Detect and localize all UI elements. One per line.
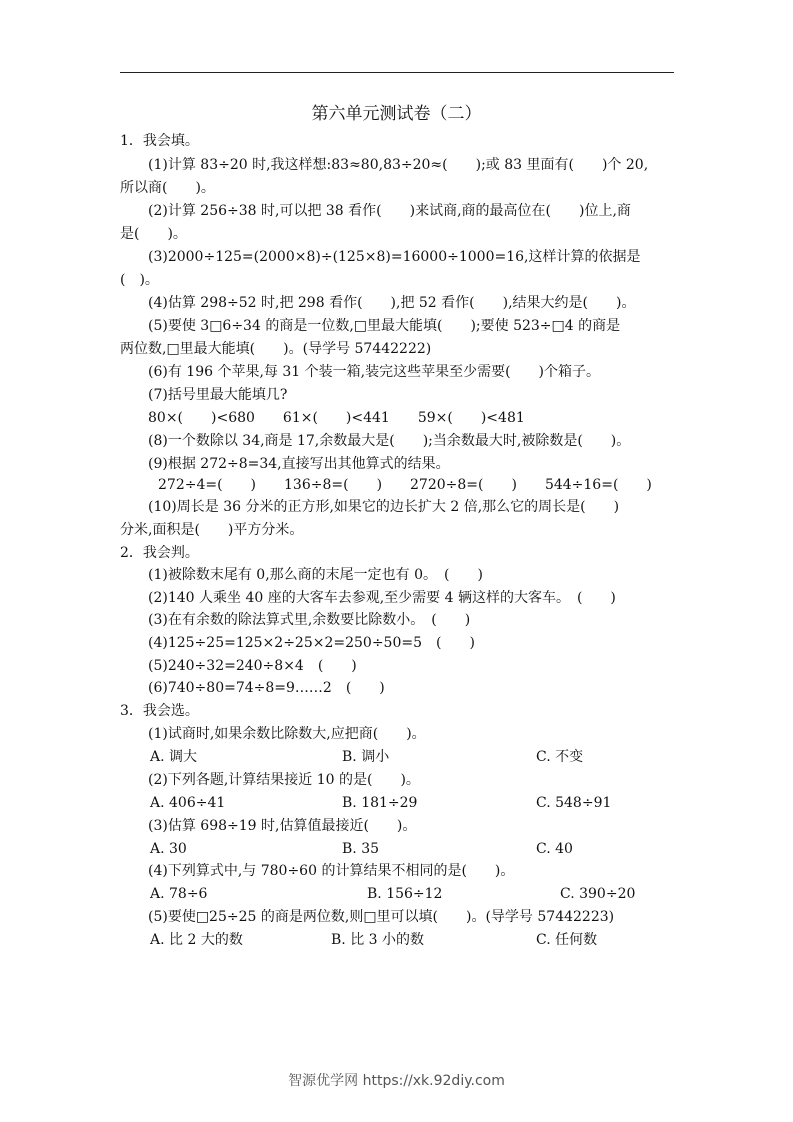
- question-1-5: (5)要使 3□6÷34 的商是一位数,□里最大能填( );要使 523÷□4 的商是: [148, 318, 621, 334]
- question-1-1: (1)计算 83÷20 时,我这样想:83≈80,83÷20≈( );或 83 里面有( )个 20,: [148, 157, 649, 173]
- page-title: 第六单元测试卷（二）: [311, 104, 482, 124]
- section-heading-fill: 1．我会填。: [120, 133, 199, 149]
- option-b: B. 181÷29: [342, 795, 418, 811]
- question-1-6: (6)有 196 个苹果,每 31 个装一箱,装完这些苹果至少需要( )个箱子。: [148, 364, 600, 380]
- question-3-4: (4)下列算式中,与 780÷60 的计算结果不相同的是( )。: [148, 863, 515, 879]
- question-1-4: (4)估算 298÷52 时,把 298 看作( ),把 52 看作( ),结果大约是( )。: [148, 295, 636, 311]
- question-1-7-items: 80×( )<680 61×( )<441 59×( )<481: [148, 410, 525, 426]
- question-1-3: (3)2000÷125=(2000×8)÷(125×8)=16000÷1000=16,这样计算的依据是: [148, 249, 641, 265]
- option-c: C. 390÷20: [560, 886, 636, 902]
- question-1-10-cont: 分米,面积是( )平方分米。: [120, 522, 304, 538]
- option-b: B. 35: [342, 841, 380, 857]
- question-1-10: (10)周长是 36 分米的正方形,如果它的边长扩大 2 倍,那么它的周长是( ): [148, 499, 620, 515]
- option-c: C. 不变: [536, 749, 584, 765]
- option-a: A. 30: [150, 841, 187, 857]
- option-a: A. 比 2 大的数: [150, 932, 243, 948]
- question-2-3: (3)在有余数的除法算式里,余数要比除数小。 ( ): [148, 612, 471, 628]
- footer-watermark: 智源优学网 https://xk.92diy.com: [288, 1073, 505, 1089]
- question-2-5: (5)240÷32=240÷8×4 ( ): [148, 658, 357, 674]
- question-1-8: (8)一个数除以 34,商是 17,余数最大是( );当余数最大时,被除数是( )。: [148, 433, 631, 449]
- question-3-5: (5)要使□25÷25 的商是两位数,则□里可以填( )。(导学号 57442223): [148, 909, 615, 925]
- question-1-7: (7)括号里最大能填几?: [148, 387, 288, 403]
- option-c: C. 任何数: [536, 932, 598, 948]
- question-1-5-cont: 两位数,□里最大能填( )。(导学号 57442222): [120, 341, 432, 357]
- question-2-4: (4)125÷25=125×2÷25×2=250÷50=5 ( ): [148, 635, 475, 651]
- option-c: C. 548÷91: [536, 795, 612, 811]
- option-c: C. 40: [536, 841, 573, 857]
- option-b: B. 比 3 小的数: [331, 932, 424, 948]
- question-1-9: (9)根据 272÷8=34,直接写出其他算式的结果。: [148, 456, 450, 472]
- section-heading-judge: 2．我会判。: [120, 545, 199, 561]
- question-1-2: (2)计算 256÷38 时,可以把 38 看作( )来试商,商的最高位在( )位上,商: [148, 203, 631, 219]
- question-2-6: (6)740÷80=74÷8=9……2 ( ): [148, 680, 385, 696]
- question-3-1: (1)试商时,如果余数比除数大,应把商( )。: [148, 726, 426, 742]
- option-a: A. 406÷41: [150, 795, 226, 811]
- question-2-2: (2)140 人乘坐 40 座的大客车去参观,至少需要 4 辆这样的大客车。 ( ): [148, 590, 616, 606]
- section-heading-choose: 3．我会选。: [120, 703, 199, 719]
- question-1-3-cont: ( )。: [120, 272, 159, 288]
- question-1-2-cont: 是( )。: [120, 226, 187, 242]
- header-rule: [120, 72, 674, 73]
- option-b: B. 调小: [342, 749, 390, 765]
- question-3-2: (2)下列各题,计算结果接近 10 的是( )。: [148, 772, 420, 788]
- question-1-1-cont: 所以商( )。: [120, 180, 215, 196]
- option-a: A. 78÷6: [150, 886, 208, 902]
- option-a: A. 调大: [150, 749, 198, 765]
- option-b: B. 156÷12: [367, 886, 443, 902]
- question-1-9-items: 272÷4=( ) 136÷8=( ) 2720÷8=( ) 544÷16=( ): [158, 477, 652, 493]
- question-3-3: (3)估算 698÷19 时,估算值最接近( )。: [148, 818, 417, 834]
- question-2-1: (1)被除数末尾有 0,那么商的末尾一定也有 0。 ( ): [148, 567, 483, 583]
